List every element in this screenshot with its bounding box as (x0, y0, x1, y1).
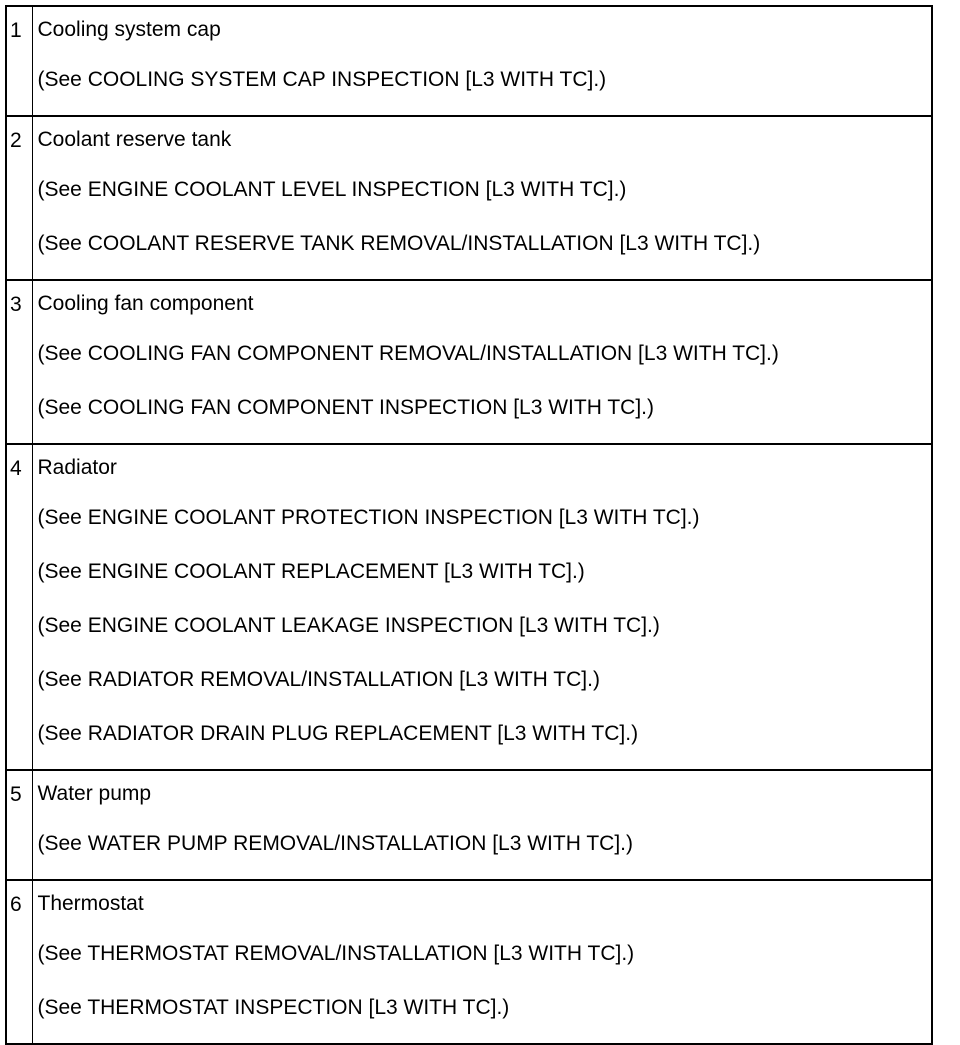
reference-link[interactable]: (See ENGINE COOLANT REPLACEMENT [L3 WITH TC].) (37, 560, 585, 583)
reference-link[interactable]: (See THERMOSTAT REMOVAL/INSTALLATION [L3 WITH TC].) (37, 942, 635, 965)
item-content (32, 116, 932, 280)
component-name: Radiator (37, 456, 117, 479)
table-row (6, 770, 932, 880)
component-name: Thermostat (37, 892, 144, 915)
reference-link[interactable]: (See ENGINE COOLANT LEVEL INSPECTION [L3 WITH TC].) (37, 178, 627, 201)
reference-link[interactable]: (See COOLANT RESERVE TANK REMOVAL/INSTALLATION [L3 WITH TC].) (37, 232, 761, 255)
item-content (32, 770, 932, 880)
table-row (6, 280, 932, 444)
component-name: Cooling system cap (37, 18, 221, 41)
item-content (32, 6, 932, 116)
reference-link[interactable]: (See COOLING FAN COMPONENT INSPECTION [L3 WITH TC].) (37, 396, 654, 419)
item-number: 5 (6, 770, 32, 880)
item-number: 1 (6, 6, 32, 116)
table-row (6, 116, 932, 280)
item-number: 2 (6, 116, 32, 280)
table-row (6, 444, 932, 770)
reference-link[interactable]: (See THERMOSTAT INSPECTION [L3 WITH TC].) (37, 996, 510, 1019)
item-content (32, 280, 932, 444)
component-name: Coolant reserve tank (37, 128, 232, 151)
item-content (32, 444, 932, 770)
item-number: 6 (6, 880, 32, 1044)
reference-link[interactable]: (See RADIATOR DRAIN PLUG REPLACEMENT [L3 WITH TC].) (37, 722, 639, 745)
reference-link[interactable]: (See COOLING SYSTEM CAP INSPECTION [L3 WITH TC].) (37, 68, 607, 91)
component-name: Water pump (37, 782, 152, 805)
component-reference-table (5, 5, 933, 1045)
table-row (6, 6, 932, 116)
item-number: 3 (6, 280, 32, 444)
reference-link[interactable]: (See WATER PUMP REMOVAL/INSTALLATION [L3 WITH TC].) (37, 832, 633, 855)
reference-link[interactable]: (See RADIATOR REMOVAL/INSTALLATION [L3 WITH TC].) (37, 668, 600, 691)
table-body (6, 6, 932, 1044)
component-name: Cooling fan component (37, 292, 254, 315)
reference-link[interactable]: (See COOLING FAN COMPONENT REMOVAL/INSTALLATION [L3 WITH TC].) (37, 342, 779, 365)
item-content (32, 880, 932, 1044)
reference-link[interactable]: (See ENGINE COOLANT LEAKAGE INSPECTION [L3 WITH TC].) (37, 614, 660, 637)
table-row (6, 880, 932, 1044)
reference-link[interactable]: (See ENGINE COOLANT PROTECTION INSPECTION [L3 WITH TC].) (37, 506, 700, 529)
item-number: 4 (6, 444, 32, 770)
